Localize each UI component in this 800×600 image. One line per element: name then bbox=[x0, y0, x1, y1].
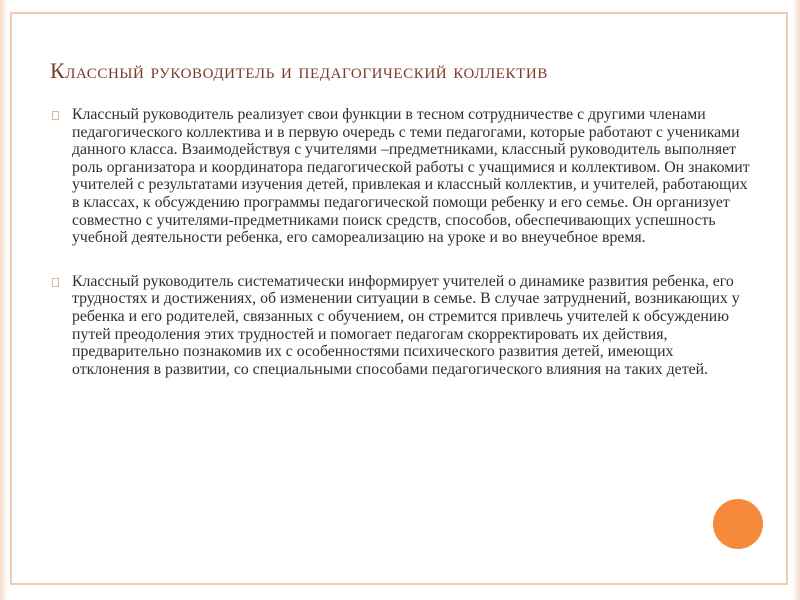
orange-circle-decoration bbox=[713, 499, 763, 549]
slide-content bbox=[50, 106, 750, 378]
bullet-text-2: Классный руководитель систематически информирует учителей о динамике развития ребенка, его трудностях и достижениях, об изменении ситуации в семье. В случае затруднений, возникающих у ребенка и его родителей, связанных с обучением, он стремится привлечь учителей к обсуждению путей преодоления этих трудностей и помогает педагогам скорректировать их действия, предварительно познакомив их с особенностями психического развития детей, имеющих отклонения в развитии, со специальными способами педагогического влияния на таких детей. bbox=[72, 272, 740, 378]
slide-title: Классный руководитель и педагогический коллектив bbox=[50, 58, 548, 83]
bullet-marker-icon bbox=[52, 278, 59, 287]
bullet-item-1 bbox=[50, 106, 750, 247]
left-decorative-strip bbox=[0, 0, 8, 600]
right-decorative-strip bbox=[792, 0, 800, 600]
bullet-marker-icon bbox=[52, 111, 59, 120]
bullet-text-1: Классный руководитель реализует свои функции в тесном сотрудничестве с другими членами педагогического коллектива и в первую очередь с теми педагогами, которые работают с учениками данного класса. Взаимодействуя с учителями –предметниками, классный руководитель выполняет роль организатора и координатора педагогической работы с учащимися и коллективом. Он знакомит учителей с результатами изучения детей, привлекая и классный коллектив, и учителей, работающих в классах, к обсуждению программы педагогической помощи ребенку и его семье. Он организует совместно с учителями-предметниками поиск средств, способов, обеспечивающих успешность учебной деятельности ребенка, его самореализацию на уроке и во внеучебное время. bbox=[72, 106, 750, 247]
bullet-item-2 bbox=[50, 273, 750, 379]
